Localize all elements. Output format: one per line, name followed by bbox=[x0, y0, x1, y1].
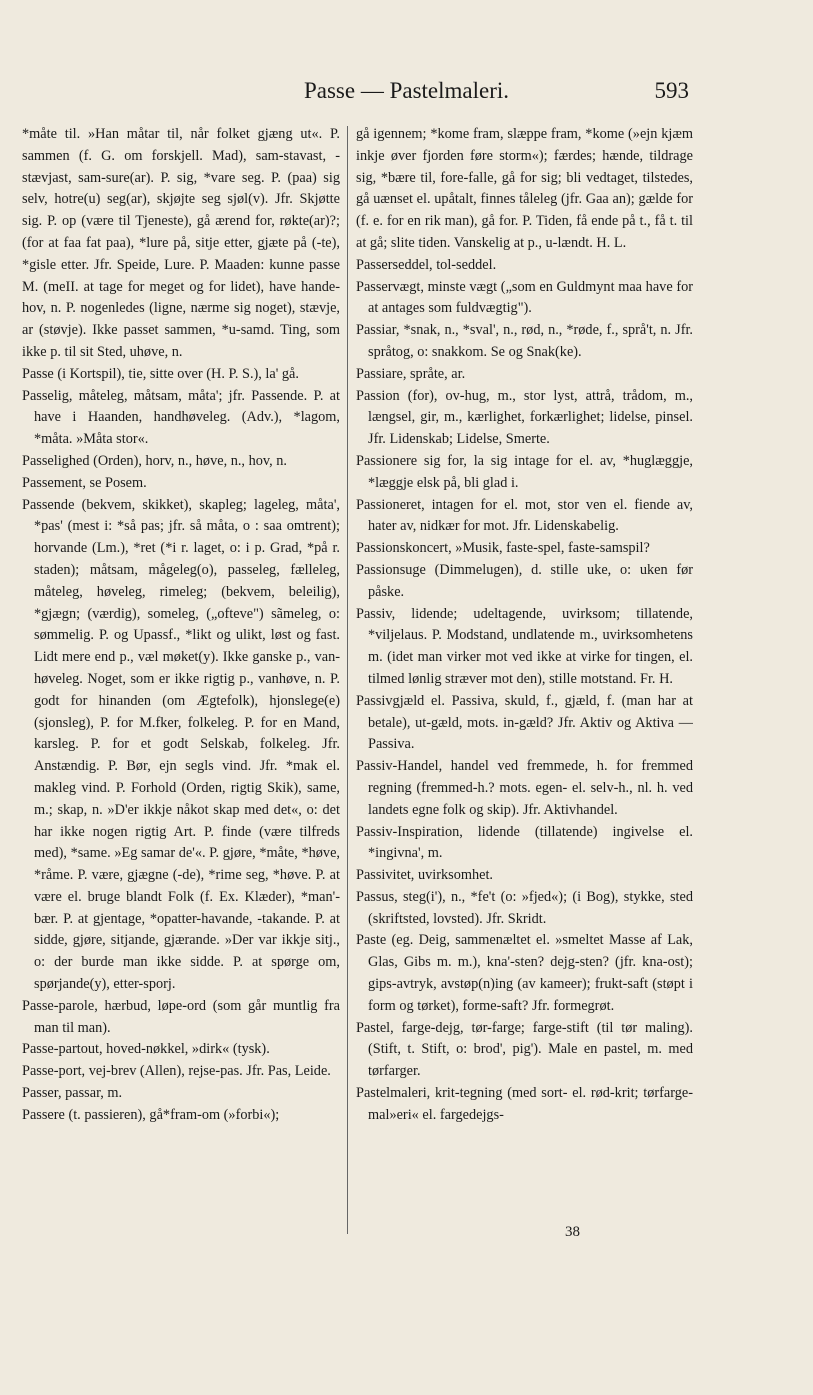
dictionary-entry: Passe-port, vej-brev (Allen), rejse-pas. Jfr. Pas, Leide. bbox=[22, 1063, 331, 1080]
running-title: Passe — Pastelmaleri. bbox=[303, 78, 510, 103]
dictionary-entry: Pastelmaleri, krit-tegning (med sort- el. rød-krit; tørfarge-mal»eri« el. fargedejgs- bbox=[356, 1085, 693, 1123]
page-header bbox=[0, 78, 813, 108]
dictionary-entry: Passionskoncert, »Musik, faste-spel, faste-samspil? bbox=[356, 540, 650, 557]
dictionary-entry: Passivgjæld el. Passiva, skuld, f., gjæld, f. (man har at betale), ut-gæld, mots. in-gæld? Jfr. Aktiv og Aktiva — Passiva. bbox=[356, 692, 693, 753]
dictionary-entry: Passiv-Handel, handel ved fremmede, h. for fremmed regning (fremmed-h.? mots. egen- el. selv-h., nl. h. ved landets egne folk og skip). Jfr. Aktivhandel. bbox=[356, 758, 693, 818]
dictionary-entry: Passioneret, intagen for el. mot, stor ven el. fiende av, hater av, nidkær for mot. Jfr. Lidenskabelig. bbox=[356, 496, 693, 535]
dictionary-entry: Passelig, måteleg, måtsam, måta'; jfr. Passende. P. at have i Haanden, handhøveleg. (Adv.), *lagom, *måta. »Måta stor«. bbox=[22, 387, 340, 448]
dictionary-entry: Passivitet, uvirksomhet. bbox=[356, 867, 494, 884]
printer-signature: 38 bbox=[565, 1224, 580, 1240]
left-column bbox=[22, 124, 340, 1232]
dictionary-entry: Passe (i Kortspil), tie, sitte over (H. P. S.), la' gå. bbox=[22, 365, 299, 382]
page-number: 593 bbox=[654, 78, 689, 103]
dictionary-entry: Passus, steg(i'), n., *fe't (o: »fjed«); (i Bog), stykke, sted (skriftsted, lovsted). Jfr. Skridt. bbox=[356, 888, 693, 927]
dictionary-entry: Passerseddel, tol-seddel. bbox=[356, 256, 497, 273]
right-column bbox=[356, 124, 693, 1232]
dictionary-entry: Passion (for), ov-hug, m., stor lyst, attrå, trådom, m., længsel, gir, m., kærlighet, forkærlighet; lidelse, pinsel. Jfr. Lidenskab; Lidelse, Smerte. bbox=[356, 387, 693, 448]
dictionary-entry: Passiv-Inspiration, lidende (tillatende) ingivelse el. *ingivna', m. bbox=[356, 823, 693, 862]
dictionary-entry: Passe-parole, hærbud, løpe-ord (som går muntlig fra man til man). bbox=[22, 997, 340, 1036]
dictionary-entry: Passere (t. passieren), gå*fram-om (»forbi«); bbox=[22, 1106, 280, 1123]
dictionary-entry: gå igennem; *kome fram, slæppe fram, *kome (»ejn kjæm inkje øver fjorden føre storm«); færdes; hænde, tildrage sig, *bære til, fore-falle, gå for sig; bli vedtaget, tilstedes, gå uænset el. upåtalt, finnes tåleleg (jfr. Gaa an); gælde for (f. e. for en rik man), gå for. P. Tiden, få ende på t., få t. til at gå; slite tiden. Vanskelig at p., u-lændt. H. L. bbox=[356, 126, 693, 251]
dictionary-entry: Passelighed (Orden), horv, n., høve, n., hov, n. bbox=[22, 452, 287, 469]
dictionary-entry: *måte til. »Han måtar til, når folket gjæng ut«. P. sammen (f. G. om forskjell. Mad), sam-stavast, -stævjast, sam-sure(ar). P. sig, *vare seg. P. (paa) sig selv, hotre(u) seg(ar), skjøjte seg sjøl(v). Jfr. Skjøtte sig. P. op (være til Tjeneste), gå ærend for, røkte(ar)?; (for at faa fat paa), *lure på, sitje etter, gjæte på (-te), *gisle etter. Jfr. Speide, Lure. P. Maaden: kunne passe M. (meII. at tage for meget og for lidet), have hande-hov, n. P. nogenledes (ligne, nærme sig noget), stævje, ar (støvje). Ikke passet sammen, *u-samd. Ting, som ikke p. til sit Sted, uhøve, n. bbox=[22, 126, 340, 360]
dictionary-entry: Passe-partout, hoved-nøkkel, »dirk« (tysk). bbox=[22, 1041, 270, 1058]
dictionary-entry: Pastel, farge-dejg, tør-farge; farge-stift (til tør maling). (Stift, t. Stift, o: brod', pig'). Male en pastel, m. med tørfarger. bbox=[356, 1019, 693, 1080]
dictionary-entry: Passiar, *snak, n., *sval', n., rød, n., *røde, f., språ't, n. Jfr. språtog, o: snakkom. Se og Snak(ke). bbox=[356, 322, 693, 360]
dictionary-entry: Paste (eg. Deig, sammenæltet el. »smeltet Masse af Lak, Glas, Gibs m. m.), kna'-sten? dejg-sten? (jfr. kna-ost); gips-avtryk, avstøp(n)ing (av kameer); frukt-saft (støpt i form og tørket), forme-saft? Jfr. formegrøt. bbox=[356, 932, 693, 1014]
dictionary-entry: Passement, se Posem. bbox=[22, 474, 147, 491]
dictionary-entry: Passiv, lidende; udeltagende, uvirksom; tillatende, *viljelaus. P. Modstand, undlatende m., uvirksomhetens m. (idet man virker mot ved ikke at virke for tingen, el. tilmed lønlig stræver mot den), stille motstand. Fr. H. bbox=[356, 605, 693, 687]
dictionary-entry: Passervægt, minste vægt („som en Guldmynt maa have for at antages som fuldvægtig"). bbox=[356, 278, 693, 317]
column-divider bbox=[347, 126, 348, 1234]
dictionary-entry: Passer, passar, m. bbox=[22, 1085, 123, 1102]
dictionary-entry: Passionsuge (Dimmelugen), d. stille uke, o: uken før påske. bbox=[356, 561, 693, 600]
dictionary-entry: Passionere sig for, la sig intage for el. av, *huglæggje, *læggje elsk på, bli glad i. bbox=[356, 452, 693, 491]
dictionary-entry: Passiare, språte, ar. bbox=[356, 365, 466, 382]
dictionary-entry: Passende (bekvem, skikket), skapleg; lageleg, måta', *pas' (mest i: *så pas; jfr. så måta, o : saa omtrent); horvande (Lm.), *ret (*i r. laget, o: i p. Grad, *på r. staden); måtsam, mågeleg(o), passeleg, fælleleg, måteleg, høveleg, rimeleg; (bekvem, beleilig), *gjægn; (værdig), someleg, („ofteve") sãmeleg, o: sømmelig. P. og Upassf., *likt og ulikt, løst og fast. Lidt mere end p., væl møket(y). Ikke ganske p., van-høveleg. Noget, som er ikke rigtig p., vanhøve, n. P. godt for hinanden (om Ægtefolk), hjonslege(e) (sjonsleg), P. for M.fker, folkeleg. P. for en Mand, karsleg. P. for et godt Selskab, folkeleg. Jfr. Anstændig. P. Bør, ejn segls vind. Jfr. *mak el. makleg vind. P. Forhold (Orden, rigtig Skik), same, m.; skap, n. »D'er ikkje nåkot skap med det«, o: det har ikke nogen rigtig Art. P. finde (være tilfreds med), *same. »Eg samar de'«. P. gjøre, *måte, *høve, *råme. P. være, gjægne (-de), *rime seg, *høve. P. at være el. bruge blandt Folk (f. Ex. Klæder), *man'-bær. P. at gjentage, *opatter-havande, -takande. P. at sidde, gjøre, sitjande, gjærande. »Der var ikkje sitj., o: der burde man ikke sidde. P. at spørge om, spørjande(y), etter-sporj. bbox=[22, 496, 340, 993]
